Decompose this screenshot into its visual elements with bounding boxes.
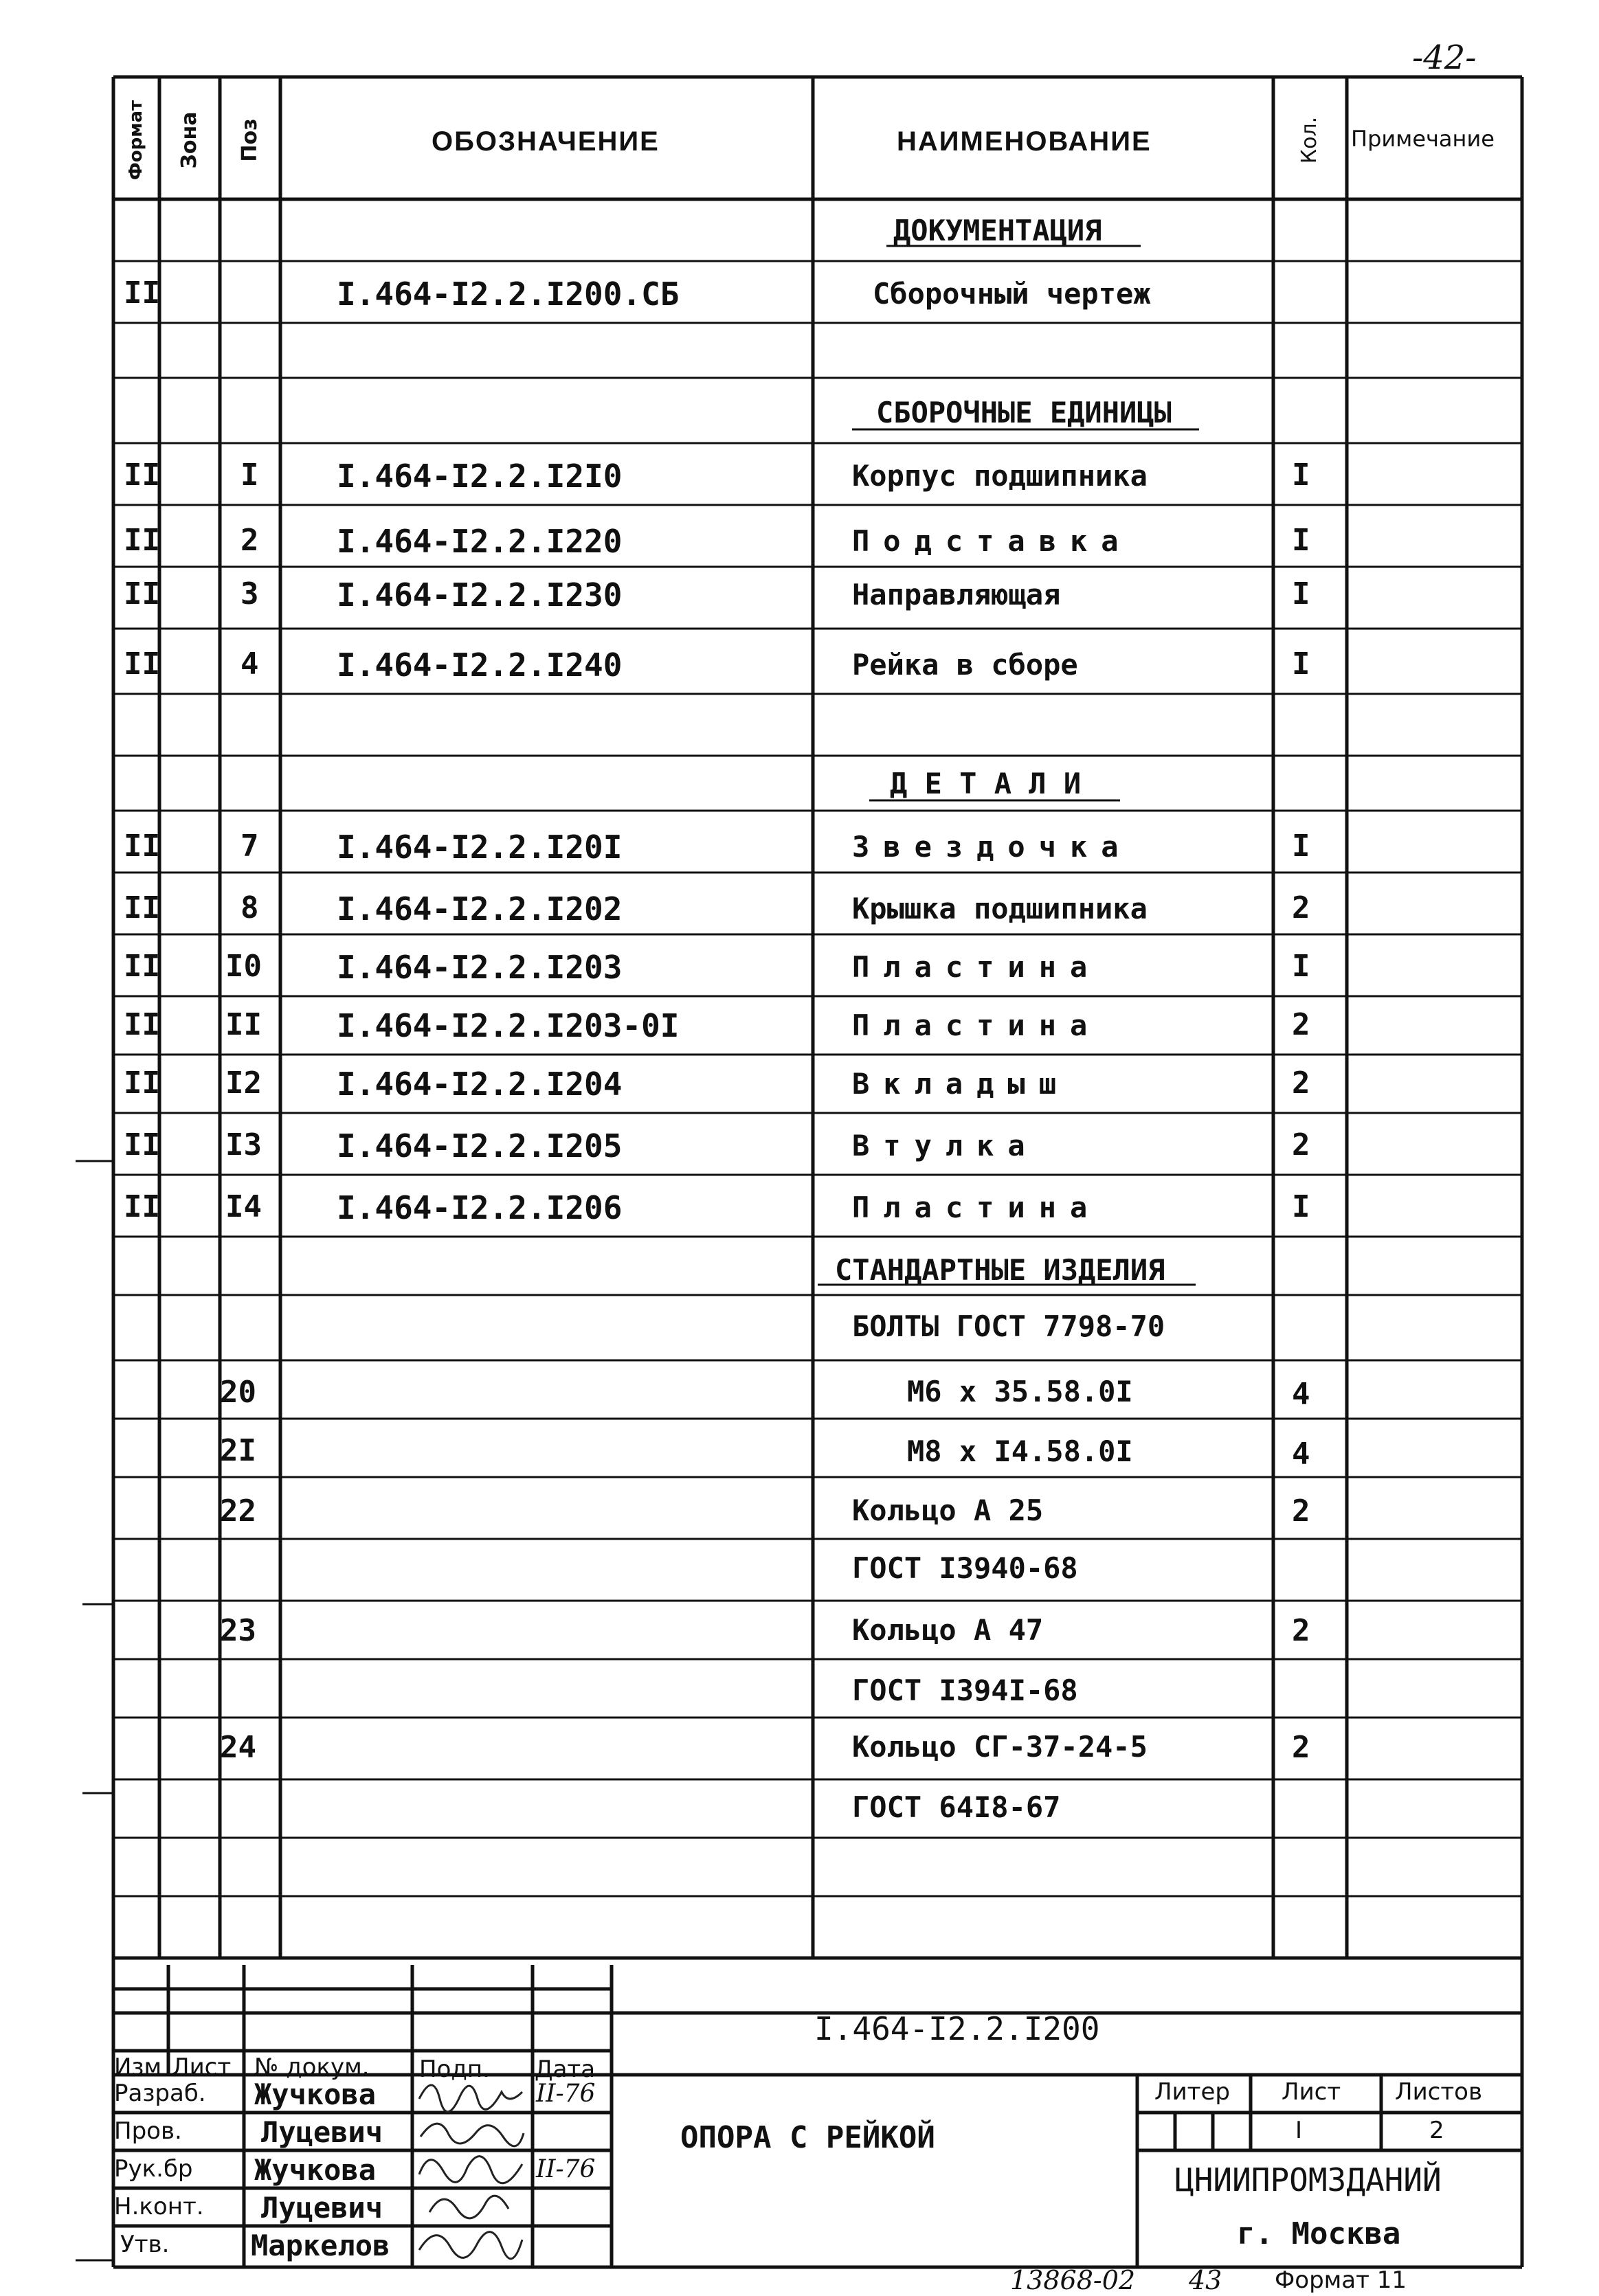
section-details: Д Е Т А Л И (890, 767, 1082, 800)
std-qty: 4 (1292, 1437, 1310, 1472)
row-code: I.464-I2.2.I202 (337, 890, 623, 927)
std-name: ГОСТ I394I-68 (852, 1674, 1078, 1707)
row-qty: I (1292, 646, 1310, 682)
row-qty: 2 (1292, 1007, 1310, 1042)
sheet-value: I (1295, 2117, 1303, 2144)
archive-number: 13868-02 (1010, 2265, 1136, 2295)
std-name: Кольцо А 25 (852, 1494, 1044, 1527)
row-qty: I (1292, 829, 1310, 864)
col-date: Дата (535, 2056, 596, 2083)
header-designation: ОБОЗНАЧЕНИЕ (432, 126, 660, 157)
row-qty: I (1292, 1189, 1310, 1224)
row-code: I.464-I2.2.I203-0I (337, 1007, 680, 1044)
role-label: Н.конт. (114, 2193, 204, 2220)
header-zone: Зона (177, 111, 201, 169)
row-name: Сборочный чертеж (873, 277, 1151, 311)
row-name: Подставка (852, 524, 1132, 558)
row-pos: I0 (225, 949, 262, 984)
row-code: I.464-I2.2.I230 (337, 576, 623, 614)
row-code: I.464-I2.2.I206 (337, 1189, 623, 1226)
std-name: ГОСТ I3940-68 (852, 1551, 1078, 1585)
product-name: ОПОРА С РЕЙКОЙ (680, 2120, 935, 2155)
col-list: Лист (172, 2053, 232, 2081)
row-name: Вкладыш (852, 1067, 1071, 1101)
row-code: I.464-I2.2.I204 (337, 1066, 623, 1103)
footer-page: 43 (1189, 2265, 1222, 2295)
row-qty: 2 (1292, 1066, 1310, 1101)
role-person: Жучкова (254, 2078, 377, 2111)
col-doc: № докум. (254, 2053, 370, 2081)
row-pos: I3 (225, 1127, 262, 1162)
row-name: Крышка подшипника (852, 892, 1148, 925)
row-qty: I (1292, 576, 1310, 611)
row-pos: I4 (225, 1189, 262, 1224)
row-format: II (124, 523, 160, 558)
std-qty: 2 (1292, 1613, 1310, 1648)
page-number: -42- (1412, 38, 1477, 77)
role-date: II-76 (536, 2155, 596, 2183)
row-pos: 2 (241, 523, 259, 558)
section-assemblies: СБОРОЧНЫЕ ЕДИНИЦЫ (876, 396, 1172, 429)
row-pos: 7 (241, 829, 259, 864)
row-code: I.464-I2.2.I200.СБ (337, 275, 680, 313)
row-format: II (124, 829, 160, 864)
std-name: Кольцо СГ-37-24-5 (852, 1730, 1148, 1764)
row-qty: I (1292, 523, 1310, 558)
row-qty: 2 (1292, 1127, 1310, 1162)
header-note: Примечание (1351, 126, 1495, 152)
row-pos: II (225, 1007, 262, 1042)
row-format: II (124, 1066, 160, 1101)
row-format: II (124, 576, 160, 611)
std-qty: 2 (1292, 1730, 1310, 1765)
row-name: Втулка (852, 1129, 1039, 1162)
std-pos: 20 (220, 1375, 256, 1410)
std-name: М6 х 35.58.0I (907, 1375, 1133, 1408)
row-format: II (124, 890, 160, 925)
row-pos: I (241, 458, 259, 493)
row-code: I.464-I2.2.I205 (337, 1127, 623, 1164)
row-code: I.464-I2.2.I20I (337, 829, 623, 866)
row-pos: 4 (241, 646, 259, 682)
role-label: Рук.бр (114, 2155, 193, 2183)
row-pos: 3 (241, 576, 259, 611)
row-code: I.464-I2.2.I240 (337, 646, 623, 684)
role-person: Жучкова (254, 2153, 377, 2187)
liter-label: Литер (1154, 2078, 1230, 2106)
header-format: Формат (126, 100, 146, 181)
row-format: II (124, 1189, 160, 1224)
sheets-label: Листов (1395, 2078, 1483, 2106)
std-pos: 23 (220, 1613, 256, 1648)
header-qty: Кол. (1297, 116, 1321, 164)
std-name: Кольцо А 47 (852, 1613, 1044, 1647)
doc-code: I.464-I2.2.I200 (814, 2010, 1100, 2047)
sheet-label: Лист (1282, 2078, 1341, 2106)
col-sign: Подп. (419, 2056, 490, 2083)
row-name: Корпус подшипника (852, 459, 1148, 493)
row-code: I.464-I2.2.I203 (337, 949, 623, 986)
role-person: Луцевич (261, 2191, 383, 2225)
row-name: Направляющая (852, 578, 1061, 611)
std-qty: 2 (1292, 1494, 1310, 1529)
row-name: Пластина (852, 950, 1102, 984)
header-name: НАИМЕНОВАНИЕ (897, 126, 1152, 157)
row-format: II (124, 458, 160, 493)
row-code: I.464-I2.2.I220 (337, 523, 623, 560)
row-name: Пластина (852, 1191, 1102, 1224)
row-format: II (124, 1007, 160, 1042)
role-person: Луцевич (261, 2115, 383, 2149)
row-pos: I2 (225, 1066, 262, 1101)
role-date: II-76 (536, 2080, 596, 2108)
footer-format: Формат 11 (1275, 2266, 1407, 2294)
std-name: М8 х I4.58.0I (907, 1434, 1133, 1468)
row-qty: 2 (1292, 890, 1310, 925)
row-code: I.464-I2.2.I2I0 (337, 458, 623, 495)
row-format: II (124, 646, 160, 682)
row-format: II (124, 275, 160, 311)
std-pos: 22 (220, 1494, 256, 1529)
row-name: Звездочка (852, 830, 1132, 864)
role-label: Разраб. (114, 2080, 206, 2107)
std-pos: 24 (220, 1730, 256, 1765)
col-izm: Изм (114, 2053, 162, 2081)
section-standard: СТАНДАРТНЫЕ ИЗДЕЛИЯ (835, 1253, 1165, 1287)
row-name: Рейка в сборе (852, 648, 1078, 682)
role-person: Маркелов (251, 2229, 390, 2262)
section-documentation: ДОКУМЕНТАЦИЯ (893, 214, 1102, 247)
row-pos: 8 (241, 890, 259, 925)
row-format: II (124, 1127, 160, 1162)
row-name: Пластина (852, 1009, 1102, 1042)
std-name: БОЛТЫ ГОСТ 7798-70 (852, 1309, 1165, 1343)
org-city: г. Москва (1237, 2216, 1401, 2251)
org-name: ЦНИИПРОМЗДАНИЙ (1175, 2161, 1442, 2198)
std-qty: 4 (1292, 1377, 1310, 1412)
row-qty: I (1292, 458, 1310, 493)
role-label: Утв. (120, 2231, 170, 2258)
row-format: II (124, 949, 160, 984)
header-pos: Поз (238, 118, 262, 162)
std-pos: 2I (220, 1433, 256, 1468)
std-name: ГОСТ 64I8-67 (852, 1790, 1061, 1824)
role-label: Пров. (114, 2117, 182, 2145)
sheets-value: 2 (1429, 2117, 1444, 2144)
row-qty: I (1292, 949, 1310, 984)
